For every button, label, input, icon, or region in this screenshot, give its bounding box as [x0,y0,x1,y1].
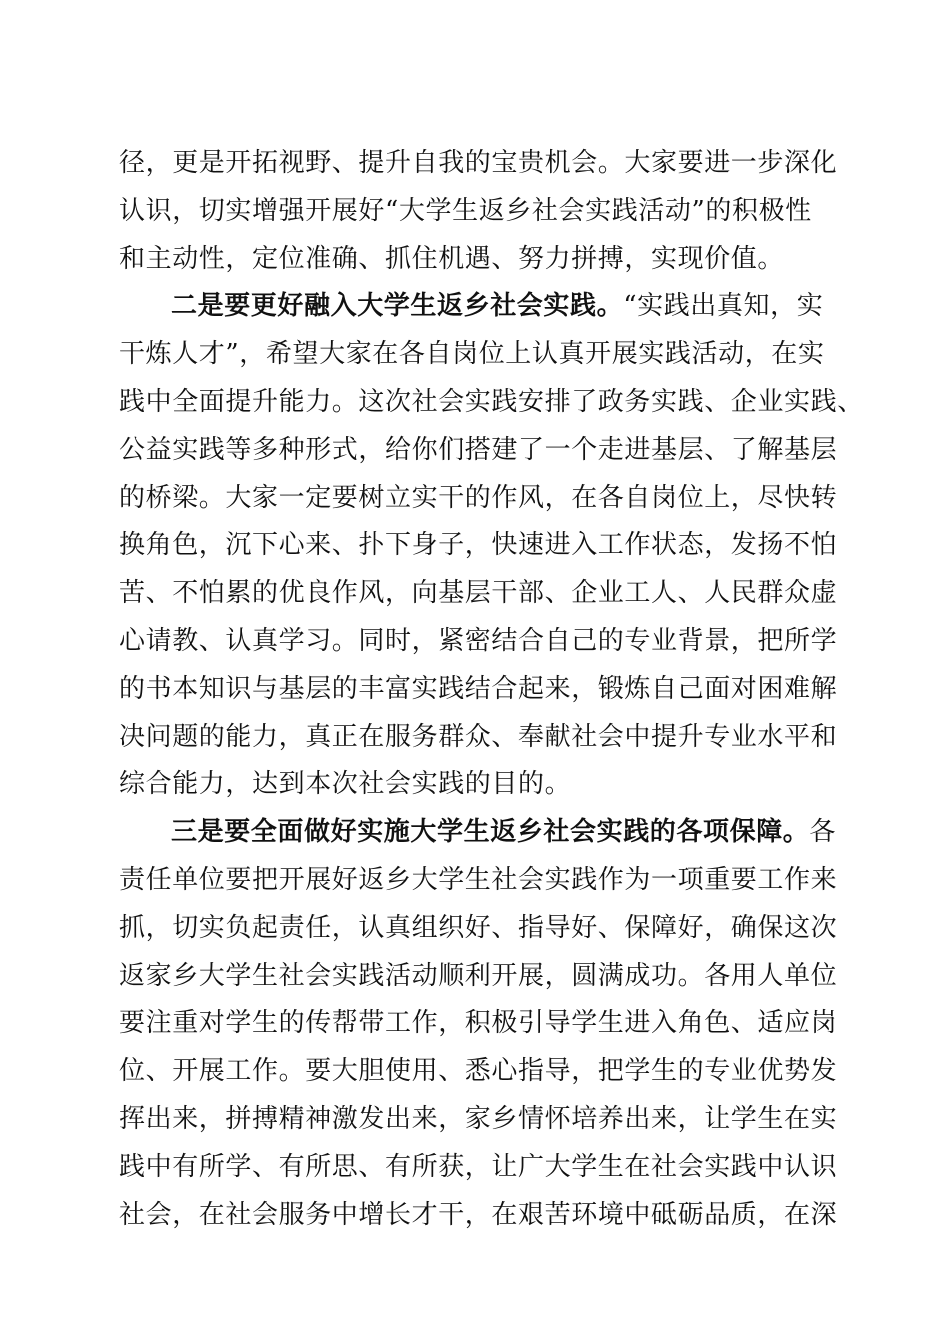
line-text: “实践出真知，实 [623,291,824,322]
text-line [119,666,839,714]
line-text: 心请教、认真学习。同时，紧密结合自己的专业背景，把所学 [119,625,838,656]
line-text: 公益实践等多种形式，给你们搭建了一个走进基层、了解基层 [119,434,838,465]
text-line [119,570,839,618]
line-text: 各 [809,817,837,848]
text-line [119,331,839,379]
line-text: 径，更是开拓视野、提升自我的宝贵机会。大家要进一步深化 [119,148,838,178]
text-line [119,1048,839,1096]
text-line [119,809,839,857]
text-line [119,1144,839,1192]
text-line [119,714,839,762]
text-line [119,857,839,905]
text-line [119,188,839,236]
line-text: 的书本知识与基层的丰富实践结合起来，锻炼自己面对困难解 [119,673,838,704]
text-line [119,1192,839,1240]
text-line [119,283,839,331]
line-text: 干炼人才”，希望大家在各自岗位上认真开展实践活动，在实 [119,339,825,370]
paragraph-lead: 三是要全面做好实施大学生返乡社会实践的各项保障。 [171,817,810,848]
line-text: 要注重对学生的传帮带工作，积极引导学生进入角色、适应岗 [119,1008,838,1039]
text-line [119,1000,839,1048]
line-text: 践中有所学、有所思、有所获，让广大学生在社会实践中认识 [119,1151,838,1182]
line-text: 位、开展工作。要大胆使用、悉心指导，把学生的专业优势发 [119,1056,838,1087]
line-text: 决问题的能力，真正在服务群众、奉献社会中提升专业水平和 [119,721,838,752]
text-line [119,1096,839,1144]
text-line [119,379,864,427]
line-text: 认识，切实增强开展好“大学生返乡社会实践活动”的积极性 [119,195,812,226]
text-line [119,475,839,523]
line-text: 综合能力，达到本次社会实践的目的。 [119,769,572,800]
text-line [119,140,839,188]
line-text: 的桥梁。大家一定要树立实干的作风，在各自岗位上，尽快转 [119,482,838,513]
text-line [119,618,839,666]
text-line [119,427,839,475]
line-text: 社会，在社会服务中增长才干，在艰苦环境中砥砺品质，在深 [119,1199,838,1230]
text-line [119,236,839,284]
line-text: 苦、不怕累的优良作风，向基层干部、企业工人、人民群众虚 [119,578,838,609]
text-line [119,905,839,953]
line-text: 换角色，沉下心来、扑下身子，快速进入工作状态，发扬不怕 [119,530,838,561]
line-text: 责任单位要把开展好返乡大学生社会实践作为一项重要工作来 [119,864,838,895]
line-text: 和主动性，定位准确、抓住机遇、努力拼搏，实现价值。 [119,243,785,274]
text-line [119,953,839,1001]
paragraph-lead: 二是要更好融入大学生返乡社会实践。 [171,291,624,322]
line-text: 践中全面提升能力。这次社会实践安排了政务实践、企业实践、 [119,386,864,417]
line-text: 抓，切实负起责任，认真组织好、指导好、保障好，确保这次 [119,912,838,943]
line-text: 返家乡大学生社会实践活动顺利开展，圆满成功。各用人单位 [119,960,838,991]
body-text [119,140,864,1239]
line-text: 挥出来，拼搏精神激发出来，家乡情怀培养出来，让学生在实 [119,1103,838,1134]
text-line [119,522,839,570]
text-line [119,761,839,809]
